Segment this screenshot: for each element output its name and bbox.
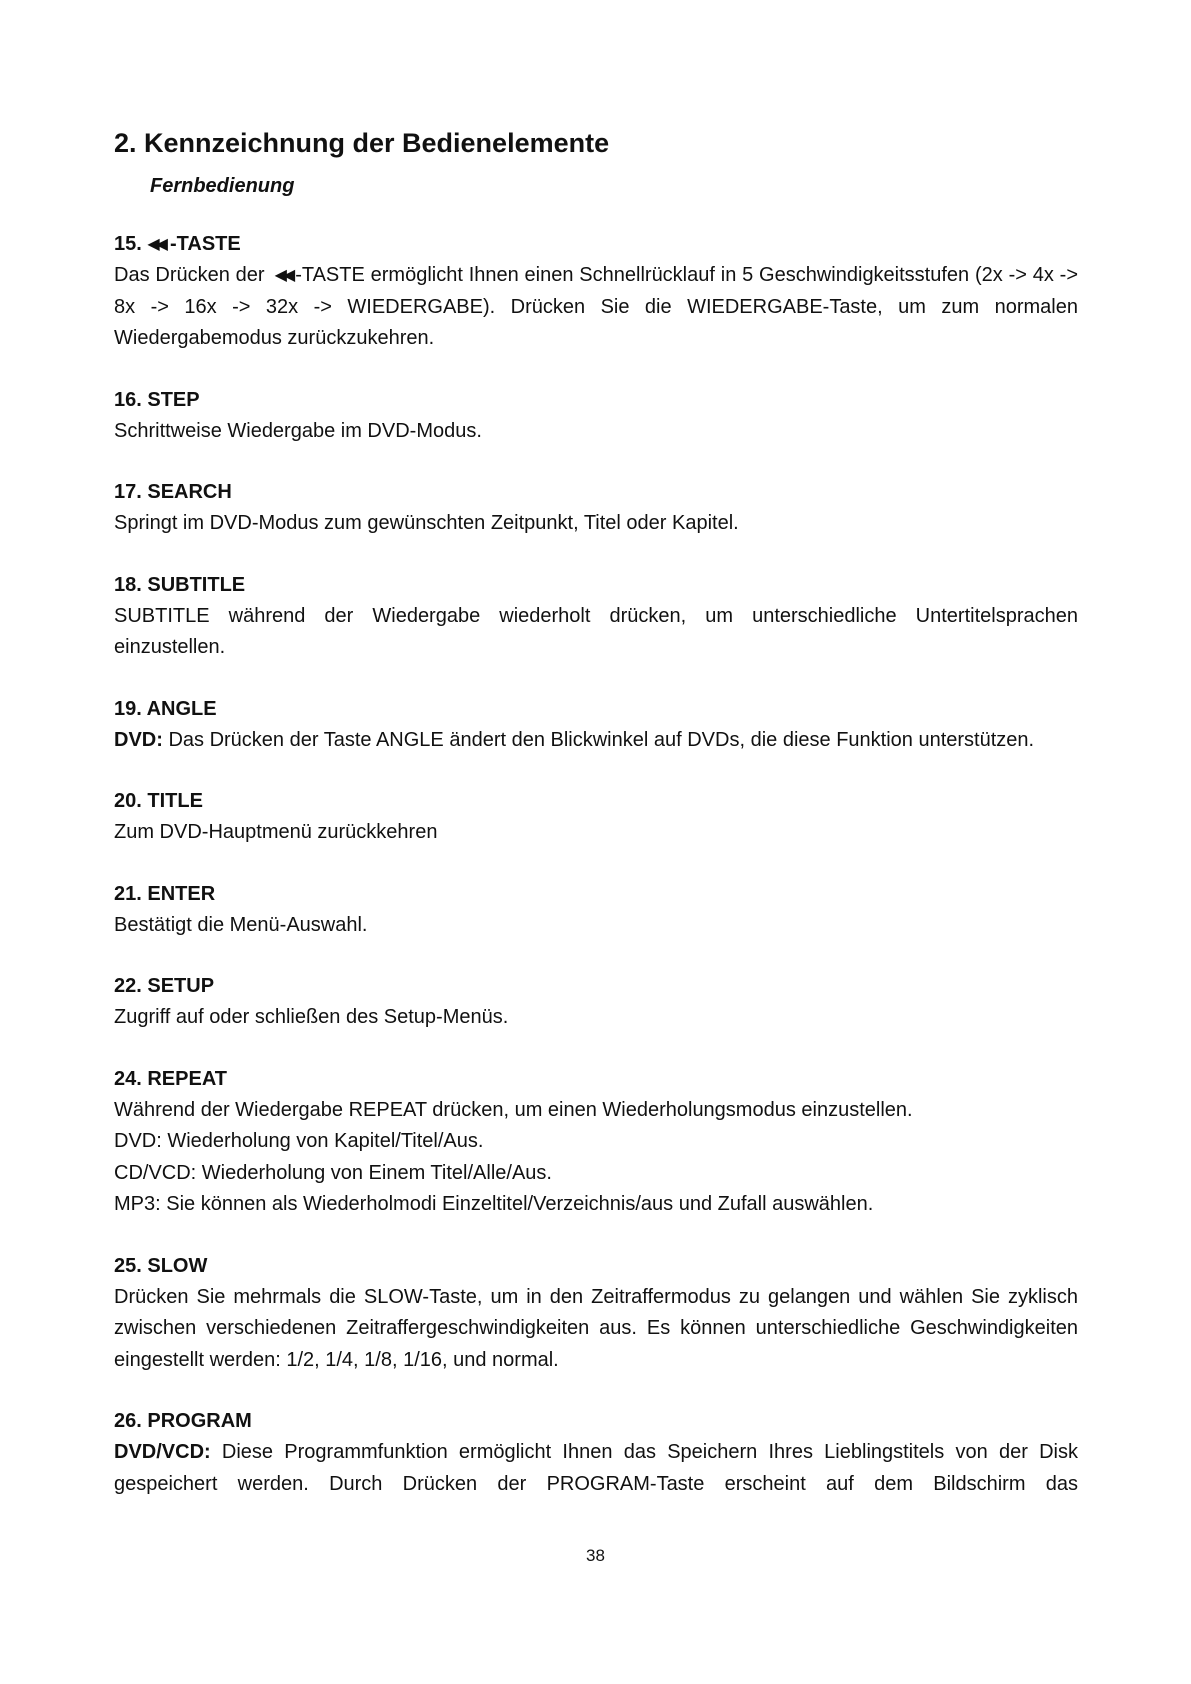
page-number: 38 — [586, 1546, 605, 1565]
section-heading: 20. TITLE — [114, 790, 203, 812]
section-16 — [114, 385, 1078, 448]
page-subtitle: Fernbedienung — [150, 175, 295, 197]
rewind-icon-inline: ◀◀ — [274, 267, 292, 284]
text-pre: Das Drücken der — [114, 264, 265, 286]
section-text: Bestätigt die Menü-Auswahl. — [114, 913, 368, 936]
section-heading: 22. SETUP — [114, 975, 215, 997]
section-22 — [114, 971, 1078, 1034]
section-heading — [114, 229, 1078, 260]
section-line: Während der Wiedergabe REPEAT drücken, um einen Wiederholungsmodus einzustellen. — [114, 1098, 913, 1121]
section-text: Drücken Sie mehrmals die SLOW-Taste, um in den Zeitraffermodus zu gelangen und wählen Sie zyklisch zwischen verschiedenen Zeitraffergeschwindigkeiten aus. Es können unterschiedliche Geschwindigkeiten eingestellt werden: 1/2, 1/4, 1/8, 1/16, und normal. — [114, 1285, 1078, 1371]
section-text: Springt im DVD-Modus zum gewünschten Zeitpunkt, Titel oder Kapitel. — [114, 512, 739, 534]
section-heading: 19. ANGLE — [114, 697, 217, 720]
bold-prefix: DVD: — [114, 728, 163, 751]
section-15 — [114, 229, 1078, 355]
section-26 — [114, 1406, 1078, 1500]
section-text: Zugriff auf oder schließen des Setup-Menüs. — [114, 1006, 509, 1028]
section-text: Zum DVD-Hauptmenü zurückkehren — [114, 821, 438, 843]
section-heading: 26. PROGRAM — [114, 1410, 252, 1432]
section-19 — [114, 694, 1078, 757]
rewind-icon: ◀◀ — [147, 236, 164, 253]
section-heading: 24. REPEAT — [114, 1067, 227, 1090]
bold-prefix: DVD/VCD: — [114, 1441, 211, 1463]
section-text — [114, 725, 1078, 757]
section-number: 15. — [114, 233, 142, 255]
section-21 — [114, 879, 1078, 942]
text-body: Diese Programmfunktion ermöglicht Ihnen das Speichern Ihres Lieblingstitels von der Disk gespeichert werden. Durch Drücken der PROGRAM-Taste erscheint auf dem Bildschirm das — [114, 1441, 1079, 1495]
section-text — [114, 260, 1078, 355]
section-heading: 17. SEARCH — [114, 481, 232, 503]
section-label: -TASTE — [169, 233, 241, 255]
section-text: SUBTITLE während der Wiedergabe wiederholt drücken, um unterschiedliche Untertitelsprachen einzustellen. — [114, 604, 1078, 658]
section-line: MP3: Sie können als Wiederholmodi Einzeltitel/Verzeichnis/aus und Zufall auswählen. — [114, 1193, 874, 1215]
section-25 — [114, 1251, 1078, 1377]
document-page — [114, 126, 1078, 1500]
text-post: -TASTE ermöglicht Ihnen einen Schnellrücklauf in 5 Geschwindigkeitsstufen (2x -> 4x -> 8x -> 16x -> 32x -> WIEDERGABE). Drücken Sie die WIEDERGABE-Taste, um zum normalen Wiedergabemodus zurückzukehren. — [114, 264, 1079, 349]
section-line: CD/VCD: Wiederholung von Einem Titel/Alle/Aus. — [114, 1161, 552, 1184]
section-heading: 21. ENTER — [114, 882, 216, 905]
section-heading: 18. SUBTITLE — [114, 573, 246, 596]
section-20 — [114, 786, 1078, 849]
section-24 — [114, 1064, 1078, 1221]
section-17 — [114, 477, 1078, 540]
section-text: Schrittweise Wiedergabe im DVD-Modus. — [114, 419, 482, 442]
section-heading: 25. SLOW — [114, 1254, 208, 1277]
text-body: Das Drücken der Taste ANGLE ändert den Blickwinkel auf DVDs, die diese Funktion unterstützen. — [168, 728, 1035, 751]
page-title: 2. Kennzeichnung der Bedienelemente — [114, 128, 610, 158]
section-line: DVD: Wiederholung von Kapitel/Titel/Aus. — [114, 1130, 484, 1152]
section-text — [114, 1437, 1078, 1500]
section-heading: 16. STEP — [114, 388, 200, 411]
section-18 — [114, 570, 1078, 664]
